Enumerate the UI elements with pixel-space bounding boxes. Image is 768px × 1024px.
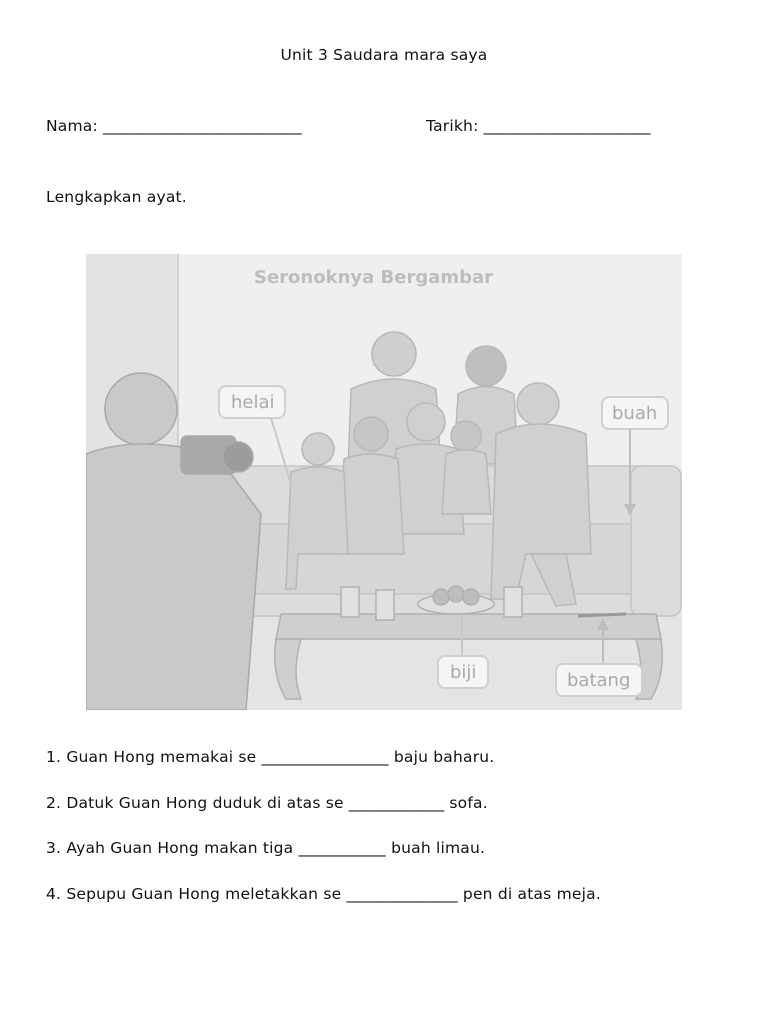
label-batang-text: batang: [567, 670, 631, 691]
label-buah-text: buah: [612, 403, 658, 424]
date-field-line: Tarikh: _____________________: [426, 117, 651, 135]
question-1: 1. Guan Hong memakai se ________________ baju baharu.: [46, 748, 495, 766]
family-photo-illustration: [86, 254, 682, 710]
question-4: 4. Sepupu Guan Hong meletakkan se ______________ pen di atas meja.: [46, 885, 601, 903]
instruction-text: Lengkapkan ayat.: [46, 188, 187, 206]
label-helai-text: helai: [231, 392, 275, 413]
label-biji-text: biji: [450, 662, 477, 683]
name-field-line: Nama: _________________________: [46, 117, 302, 135]
illustration-title: Seronoknya Bergambar: [254, 267, 494, 288]
question-2: 2. Datuk Guan Hong duduk di atas se ____________ sofa.: [46, 794, 488, 812]
worksheet-title: Unit 3 Saudara mara saya: [280, 46, 488, 64]
question-3: 3. Ayah Guan Hong makan tiga ___________ buah limau.: [46, 839, 486, 857]
